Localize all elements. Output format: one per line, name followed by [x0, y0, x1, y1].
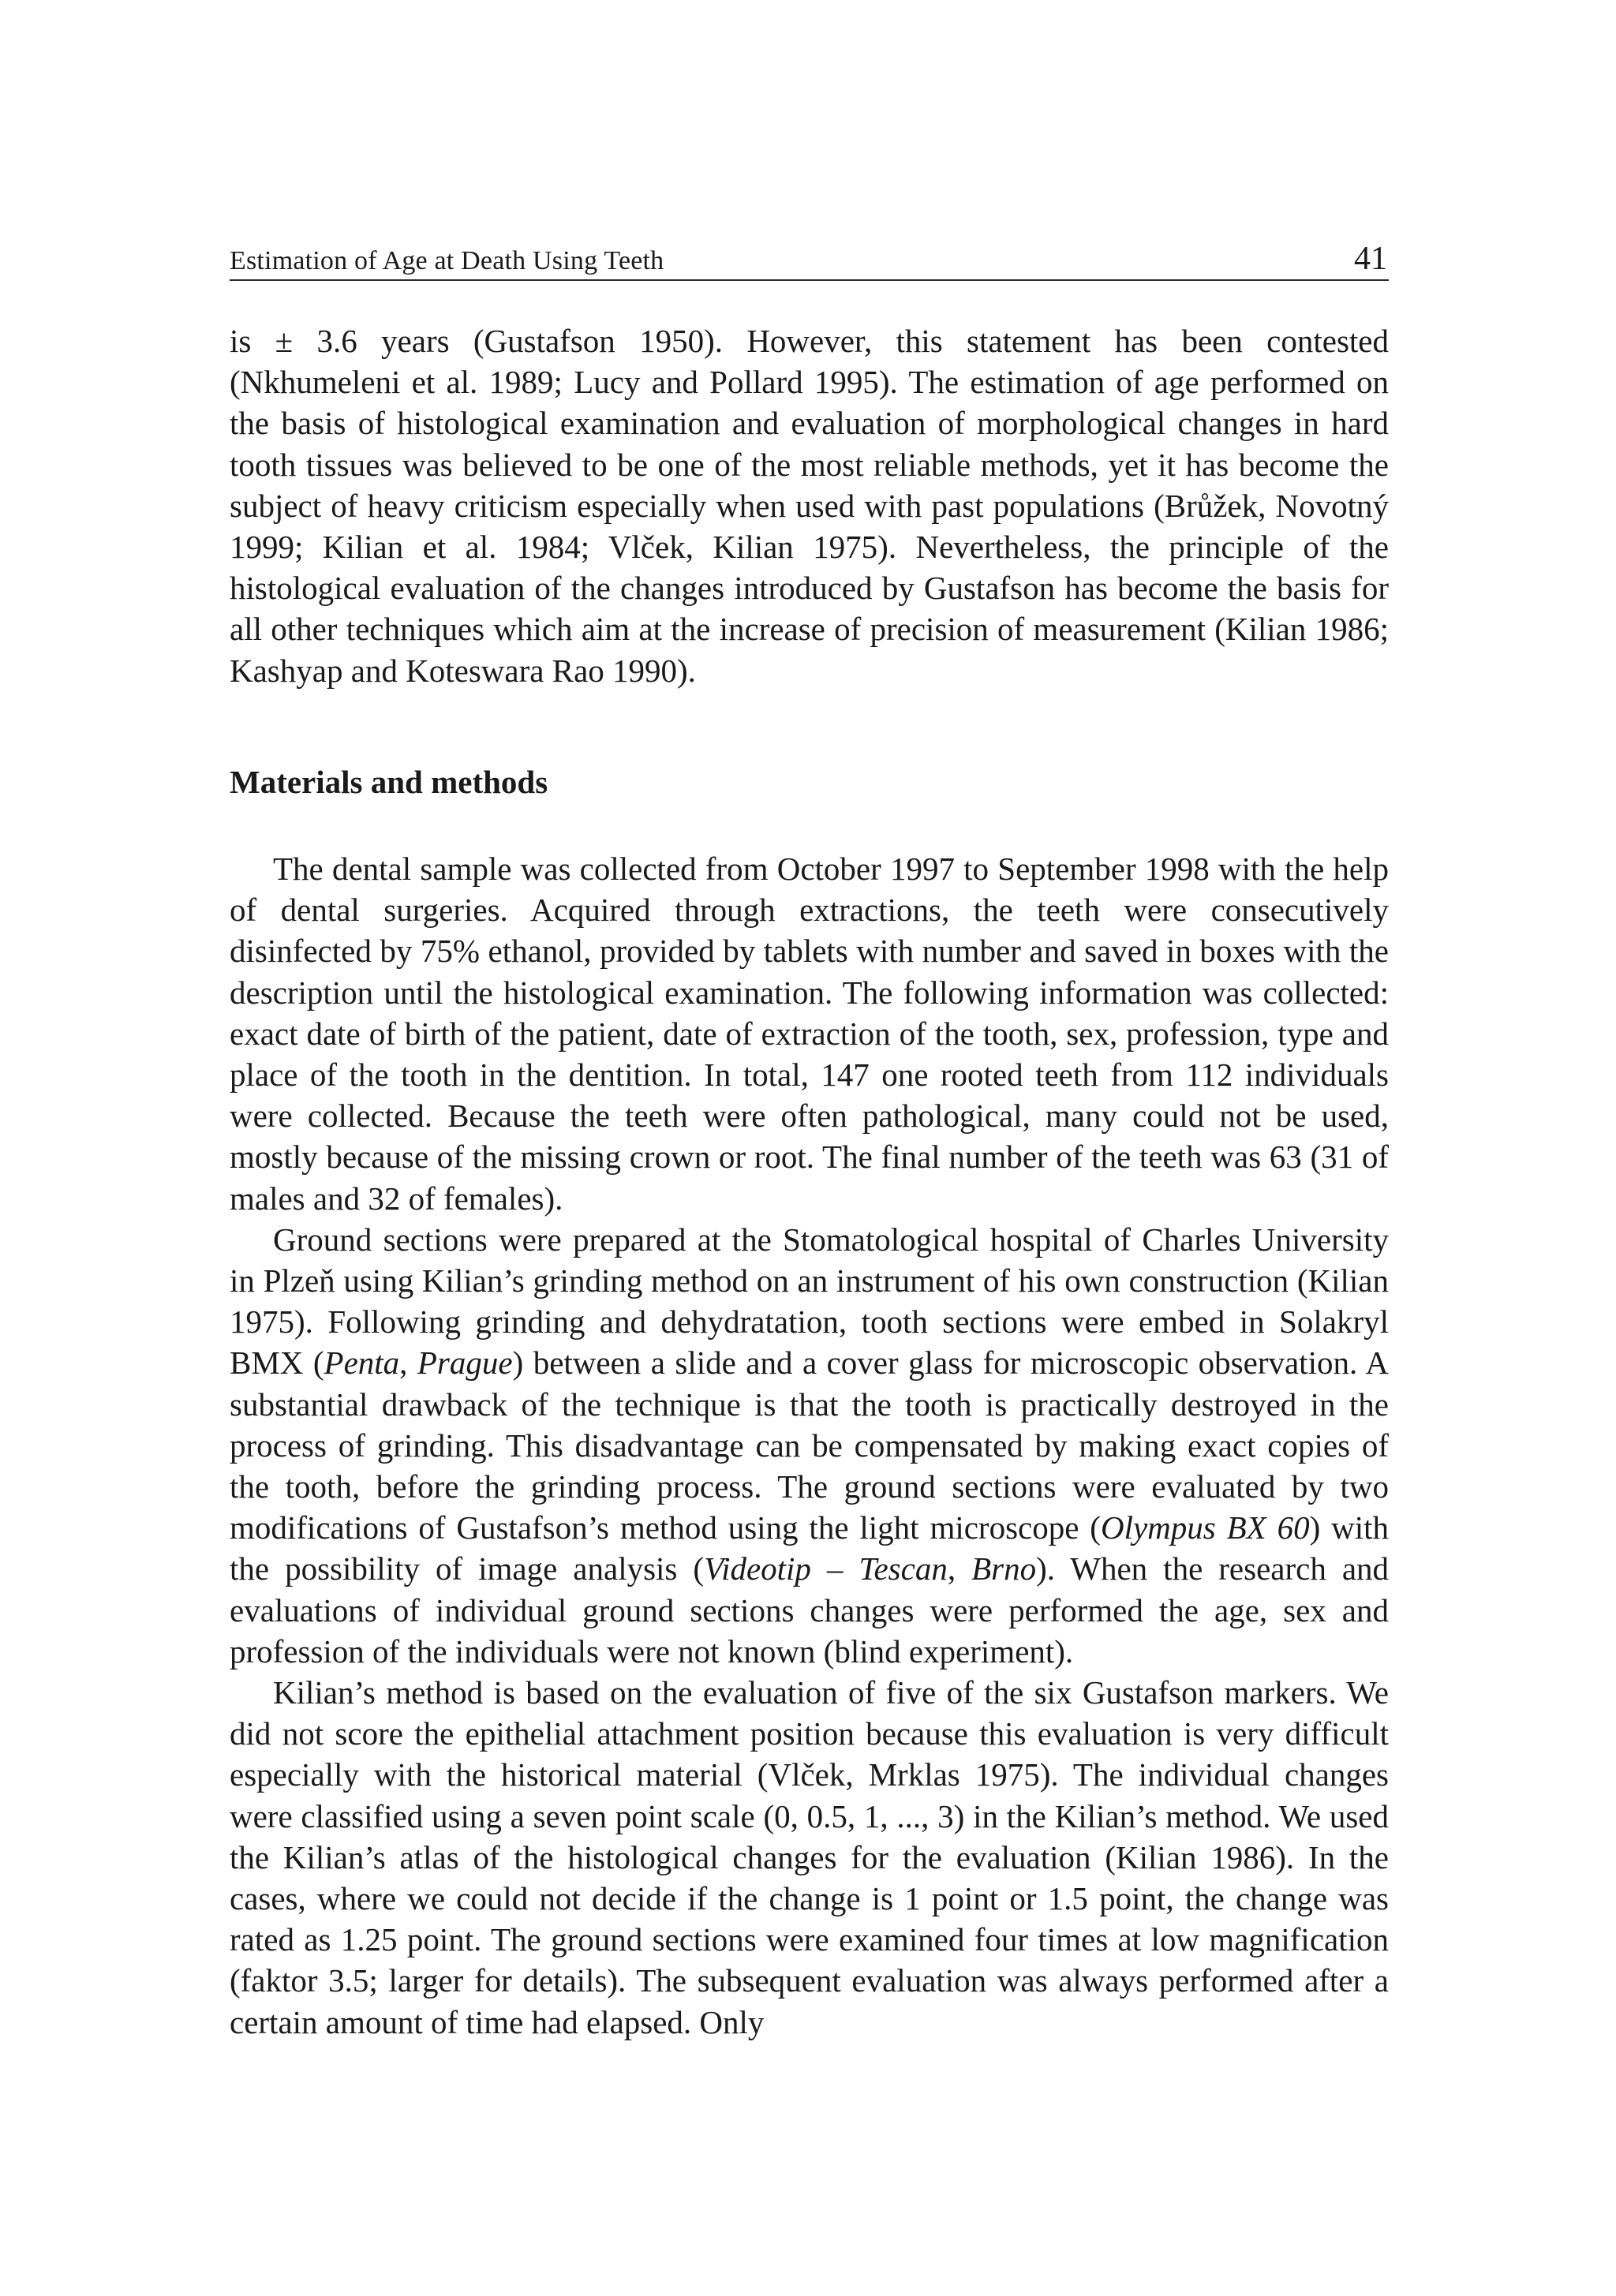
methods-block [230, 848, 1389, 2043]
text-run: , [947, 1550, 972, 1587]
italic-run: Olympus BX 60 [1100, 1509, 1310, 1546]
italic-run: Penta [324, 1344, 400, 1382]
paragraph-kilian-method: Kilian’s method is based on the evaluation of five of the six Gustafson markers. We did not score the epithelial attachment position because this evaluation is very difficult especially with the historical material (Vlček, Mrklas 1975). The individual changes were classified using a seven point scale (0, 0.5, 1, ..., 3) in the Kilian’s method. We used the Kilian’s atlas of the histological changes for the evaluation (Kilian 1986). In the cases, where we could not decide if the change is 1 point or 1.5 point, the change was rated as 1.25 point. The ground sections were examined four times at low magnification (faktor 3.5; larger for details). The subsequent evaluation was always performed after a certain amount of time had elapsed. Only [230, 1674, 1389, 2040]
paragraph-ground-sections [230, 1219, 1389, 1672]
text-run: Ground sections were prepared at the Stomatological hospital of Charles University in Plzeň using Kilian’s grinding method on an instrument of his own construction (Kilian 1975). Following grinding and dehydratation, tooth sections were embed in Solakryl BMX ( [230, 1221, 1389, 1382]
running-header [230, 240, 1389, 281]
page-number: 41 [1354, 241, 1387, 277]
text-run: , [399, 1344, 417, 1382]
running-title: Estimation of Age at Death Using Teeth [230, 246, 664, 275]
italic-run: Brno [971, 1550, 1037, 1587]
text-run: ) with the possibility of image analysis ( [230, 1509, 1389, 1587]
text-run: ). When the research and evaluations of individual ground sections changes were performed the age, sex and profession of the individuals were not known (blind experiment). [230, 1550, 1390, 1670]
italic-run: Prague [417, 1344, 513, 1382]
intro-paragraph: is ± 3.6 years (Gustafson 1950). However, this statement has been contested (Nkhumeleni et al. 1989; Lucy and Pollard 1995). The estimation of age performed on the basis of histological examination and evaluation of morphological changes in hard tooth tissues was believed to be one of the most reliable methods, yet it has become the subject of heavy criticism especially when used with past populations (Brůžek, Novotný 1999; Kilian et al. 1984; Vlček, Kilian 1975). Nevertheless, the principle of the histological evaluation of the changes introduced by Gustafson has become the basis for all other techniques which aim at the increase of precision of measurement (Kilian 1986; Kashyap and Koteswara Rao 1990). [230, 323, 1389, 689]
paragraph-sample-collection: The dental sample was collected from October 1997 to September 1998 with the help of dental surgeries. Acquired through extractions, the teeth were consecutively disinfected by 75% ethanol, provided by tablets with number and saved in boxes with the description until the histological examination. The following information was collected: exact date of birth of the patient, date of extraction of the tooth, sex, profession, type and place of the tooth in the dentition. In total, 147 one rooted teeth from 112 individuals were collected. Because the teeth were often pathological, many could not be used, mostly because of the missing crown or root. The final number of the teeth was 63 (31 of males and 32 of females). [230, 851, 1389, 1217]
text-run: ) between a slide and a cover glass for microscopic observation. A substantial drawback of the technique is that the tooth is practically destroyed in the process of grinding. This disadvantage can be compensated by making exact copies of the tooth, before the grinding process. The ground sections were evaluated by two modifications of Gustafson’s method using the light microscope ( [230, 1344, 1390, 1546]
section-heading: Materials and methods [230, 764, 548, 800]
italic-run: Videotip – Tescan [704, 1550, 948, 1587]
intro-block [230, 320, 1389, 691]
